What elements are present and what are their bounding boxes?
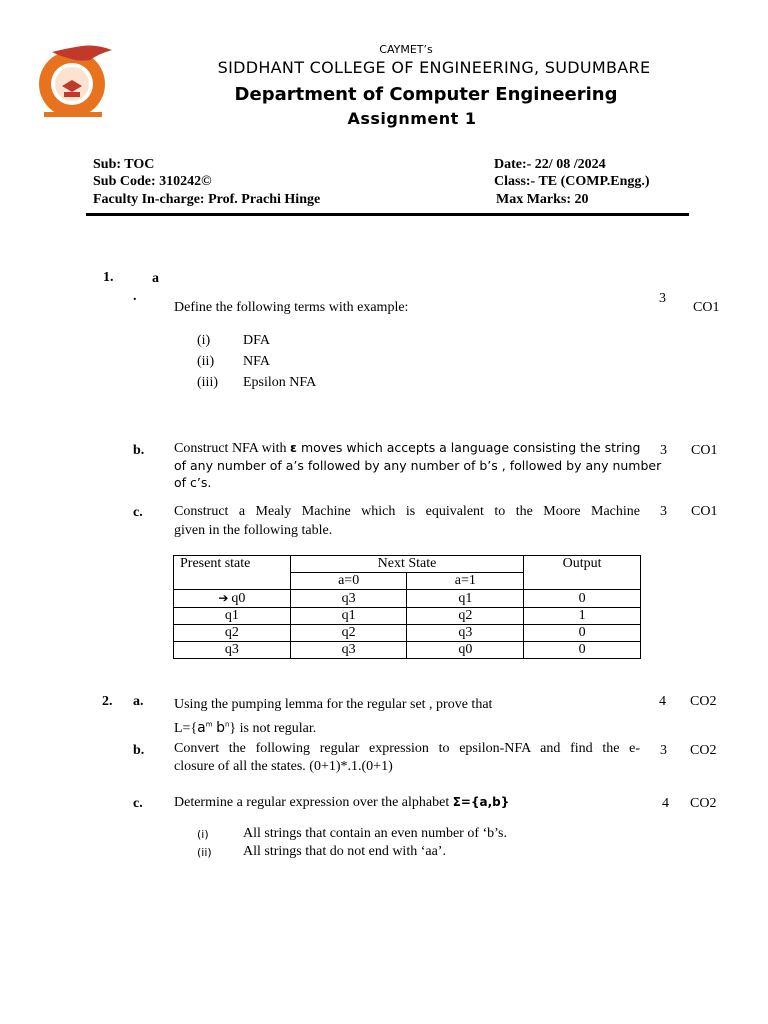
state-cell: q1 [174, 608, 291, 625]
header-present-state: Present state [174, 556, 291, 590]
next-a0-cell: q1 [290, 608, 407, 625]
q2a-line1: Using the pumping lemma for the regular set , prove that [174, 697, 493, 712]
q2a-label: a. [133, 694, 144, 709]
q2c-item-text: All strings that contain an even number of ‘b’s. [243, 826, 507, 841]
start-arrow-icon: ➔ [218, 591, 229, 605]
q1a-marks: 3 [659, 291, 666, 306]
q2b-line1: Convert the following regular expression to epsilon-NFA and find the e- [174, 741, 640, 756]
output-cell: 0 [524, 625, 641, 642]
output-cell: 0 [524, 590, 641, 608]
output-cell: 0 [524, 642, 641, 659]
q2a-marks: 4 [659, 694, 666, 709]
q2b-marks: 3 [660, 743, 667, 758]
q1a-item-roman: (ii) [197, 354, 215, 369]
q1b-label: b. [133, 443, 145, 458]
table-row [174, 608, 641, 625]
college-name: SIDDHANT COLLEGE OF ENGINEERING, SUDUMBARE [217, 58, 651, 77]
subject-code: Sub Code: 310242© [93, 174, 212, 189]
table-row [174, 625, 641, 642]
next-a0-cell: q2 [290, 625, 407, 642]
next-a1-cell: q3 [407, 625, 524, 642]
subject: Sub: TOC [93, 157, 155, 172]
epsilon-symbol: ε [290, 440, 297, 455]
header-divider [86, 213, 689, 216]
q2c-marks: 4 [662, 796, 669, 811]
question-2-number: 2. [102, 694, 113, 709]
class: Class:- TE (COMP.Engg.) [494, 174, 650, 189]
q1a-label-dot: . [133, 289, 137, 304]
max-marks: Max Marks: 20 [496, 192, 589, 207]
header-next-state: Next State [290, 556, 523, 573]
q1b-text [174, 439, 662, 491]
next-a0-cell: q3 [290, 590, 407, 608]
q1c-line2: given in the following table. [174, 523, 333, 538]
q1a-item-text: DFA [243, 333, 270, 348]
faculty-in-charge: Faculty In-charge: Prof. Prachi Hinge [93, 192, 321, 207]
state-cell: ➔ q0 [174, 590, 291, 608]
q2c-item-roman: (i) [197, 828, 209, 841]
q1c-label: c. [133, 505, 143, 520]
q1a-item-roman: (iii) [197, 375, 218, 390]
q2b-label: b. [133, 743, 145, 758]
next-a1-cell: q0 [407, 642, 524, 659]
q1c-co: CO1 [691, 504, 718, 519]
state-cell: q2 [174, 625, 291, 642]
q2b-co: CO2 [690, 743, 717, 758]
state-cell: q3 [174, 642, 291, 659]
q1c-marks: 3 [660, 504, 667, 519]
q2c-text: Determine a regular expression over the alphabet Σ={a,b} [174, 795, 510, 810]
q1a-item-text: Epsilon NFA [243, 375, 317, 390]
header-a0: a=0 [290, 573, 407, 590]
question-1-number: 1. [103, 270, 114, 285]
header-output: Output [524, 556, 641, 590]
header-a1: a=1 [407, 573, 524, 590]
next-a0-cell: q3 [290, 642, 407, 659]
q2c-co: CO2 [690, 796, 717, 811]
q2c-item-text: All strings that do not end with ‘aa’. [243, 844, 446, 859]
table-row [174, 590, 641, 608]
q1a-label: a [152, 271, 159, 286]
q2b-line2: closure of all the states. (0+1)*.1.(0+1) [174, 759, 393, 774]
q1a-text: Define the following terms with example: [174, 300, 409, 315]
moore-machine-table [173, 555, 641, 659]
next-a1-cell: q2 [407, 608, 524, 625]
q2a-co: CO2 [690, 694, 717, 709]
date: Date:- 22/ 08 /2024 [494, 157, 606, 172]
q1b-line3: of c’s. [174, 475, 212, 490]
q1b-marks: 3 [660, 443, 667, 458]
assignment-title: Assignment 1 [347, 109, 477, 128]
q1b-line2: of any number of a’s followed by any number of b’s , followed by any number [174, 458, 662, 473]
table-row [174, 642, 641, 659]
department-title: Department of Computer Engineering [234, 84, 618, 105]
q1a-co: CO1 [693, 300, 720, 315]
q2c-label: c. [133, 796, 143, 811]
q2c-item-roman: (ii) [197, 846, 212, 859]
q1a-item-roman: (i) [197, 333, 211, 348]
q1b-text-rest: moves which accepts a language consisting the string [297, 440, 641, 455]
caymet-label: CAYMET’s [379, 43, 433, 56]
output-cell: 1 [524, 608, 641, 625]
q1b-text-pre: Construct NFA with [174, 441, 291, 456]
q1c-line1: Construct a Mealy Machine which is equivalent to the Moore Machine [174, 504, 640, 519]
q1a-item-text: NFA [243, 354, 270, 369]
alphabet-set: Σ={a,b} [452, 795, 510, 809]
next-a1-cell: q1 [407, 590, 524, 608]
q2a-language: $L=\{a^m$ $b^n$} is not regular. [174, 720, 317, 736]
q1b-co: CO1 [691, 443, 718, 458]
